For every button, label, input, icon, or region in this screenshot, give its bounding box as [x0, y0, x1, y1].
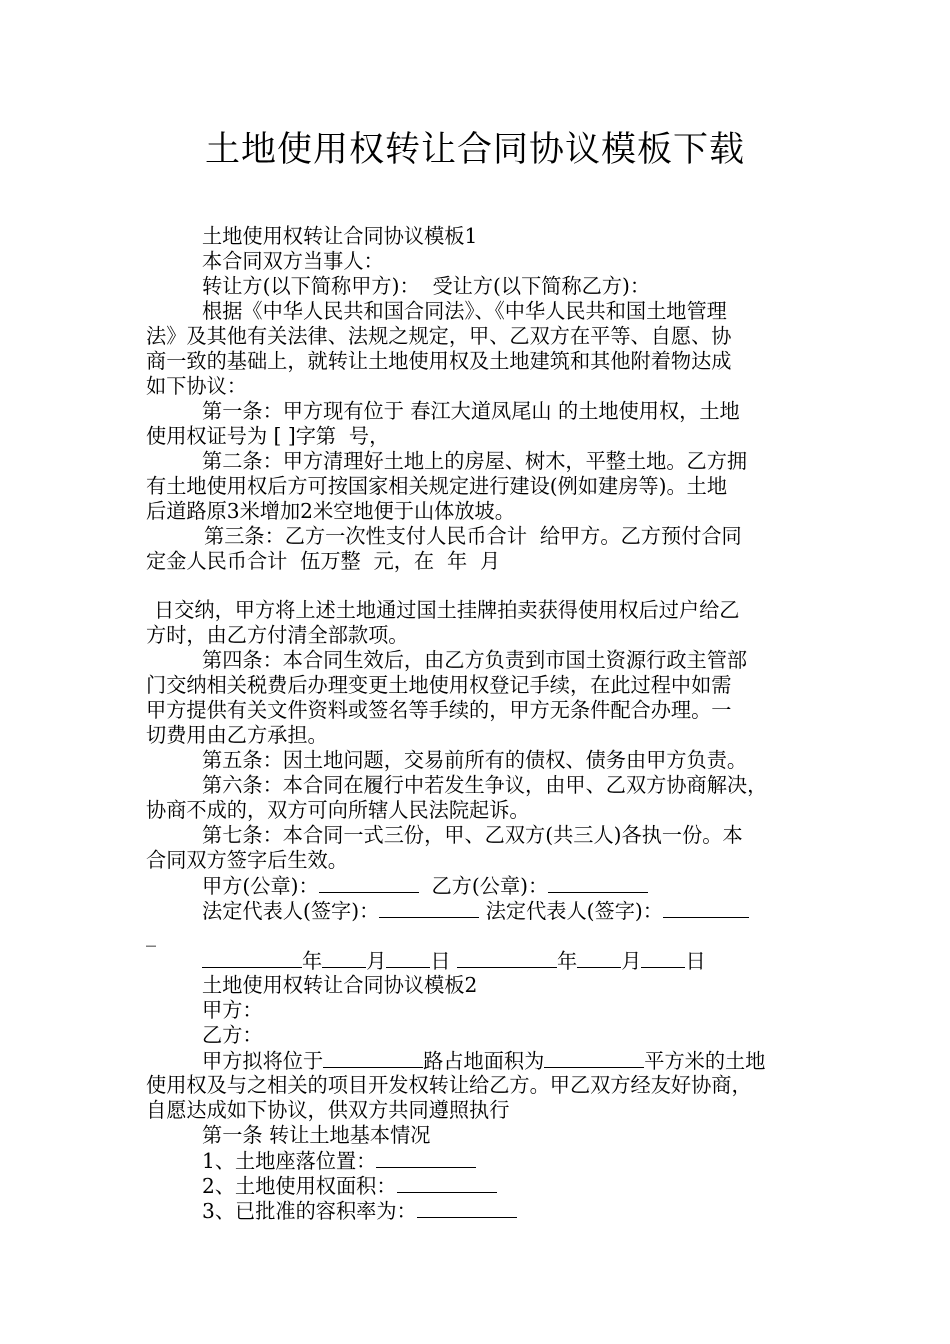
date-blank — [322, 948, 366, 968]
year-label: 年 — [557, 949, 578, 973]
item-blank — [417, 1198, 517, 1218]
date-blank — [577, 948, 621, 968]
text-line: 切费用由乙方承担。 — [146, 723, 328, 747]
text-fragment: 路占地面积为 — [423, 1049, 545, 1073]
text-line: 日交纳，甲方将上述土地通过国土挂牌拍卖获得使用权后过户给乙 — [154, 598, 740, 622]
text-line — [146, 1048, 810, 1073]
item-blank — [376, 1148, 476, 1168]
article-line: 第五条：因土地问题，交易前所有的债权、债务由甲方负责。 — [202, 748, 748, 772]
stray-dash: _ — [146, 923, 156, 947]
article-line: 第七条：本合同一式三份，甲、乙双方(共三人)各执一份。本 — [202, 823, 743, 847]
text-line: 使用权及与之相关的项目开发权转让给乙方。甲乙双方经友好协商， — [146, 1073, 752, 1097]
article-line: 第六条：本合同在履行中若发生争议，由甲、乙双方协商解决， — [202, 773, 768, 797]
date-blank — [202, 948, 302, 968]
section-heading: 土地使用权转让合同协议模板1 — [202, 224, 478, 248]
seal-line — [146, 873, 810, 898]
article-line: 第三条：乙方一次性支付人民币合计 给甲方。乙方预付合同 — [204, 524, 742, 548]
item-label: 1、土地座落位置： — [202, 1149, 377, 1173]
text-line: 本合同双方当事人： — [202, 249, 384, 273]
year-label: 年 — [302, 949, 323, 973]
section-heading: 土地使用权转让合同协议模板2 — [202, 973, 478, 997]
text-line: 定金人民币合计 伍万整 元，在 年 月 — [146, 549, 501, 573]
item-label: 2、土地使用权面积： — [202, 1174, 397, 1198]
month-label: 月 — [621, 949, 642, 973]
article-line: 第一条 转让土地基本情况 — [202, 1123, 431, 1147]
text-line: 转让方(以下简称甲方)： 受让方(以下简称乙方)： — [202, 274, 651, 298]
item-blank — [397, 1173, 497, 1193]
representative-line — [146, 898, 810, 923]
area-blank — [544, 1048, 644, 1068]
text-line: 自愿达成如下协议，供双方共同遵照执行 — [146, 1098, 510, 1122]
document-title: 土地使用权转让合同协议模板下载 — [204, 130, 745, 170]
text-line: 根据《中华人民共和国合同法》、《中华人民共和国土地管理 — [202, 299, 727, 323]
text-fragment: 平方米的土地 — [644, 1049, 766, 1073]
text-fragment: 甲方拟将位于 — [202, 1049, 324, 1073]
text-line: 方时，由乙方付清全部款项。 — [146, 623, 409, 647]
month-label: 月 — [366, 949, 387, 973]
article-line: 第一条：甲方现有位于 春江大道凤尾山 的土地使用权，土地 — [202, 399, 740, 423]
date-blank — [641, 948, 685, 968]
text-line: 合同双方签字后生效。 — [146, 848, 348, 872]
text-line: 甲方提供有关文件资料或签名等手续的，甲方无条件配合办理。一 — [146, 698, 732, 722]
list-item — [146, 1148, 810, 1173]
date-blank — [386, 948, 430, 968]
text-line: 如下协议： — [146, 374, 247, 398]
date-line — [146, 948, 810, 973]
list-item — [146, 1173, 810, 1198]
rep-b-blank — [663, 898, 749, 918]
rep-b-label: 法定代表人(签字)： — [485, 899, 663, 923]
party-b-seal-label: 乙方(公章)： — [431, 874, 549, 898]
article-line: 第二条：甲方清理好土地上的房屋、树木，平整土地。乙方拥 — [202, 449, 748, 473]
text-line: 协商不成的，双方可向所辖人民法院起诉。 — [146, 798, 530, 822]
text-line: 后道路原3米增加2米空地便于山体放坡。 — [146, 499, 515, 523]
text-line: 商一致的基础上，就转让土地使用权及土地建筑和其他附着物达成 — [146, 349, 732, 373]
text-line: 使用权证号为 [ ]字第 号， — [146, 424, 390, 448]
text-line: 有土地使用权后方可按国家相关规定进行建设(例如建房等)。土地 — [146, 474, 728, 498]
party-b-seal-blank — [548, 873, 648, 893]
day-label: 日 — [685, 949, 706, 973]
party-a-line: 甲方： — [202, 998, 263, 1022]
party-a-seal-label: 甲方(公章)： — [202, 874, 319, 898]
party-a-seal-blank — [319, 873, 419, 893]
list-item — [146, 1198, 810, 1223]
rep-a-blank — [379, 898, 479, 918]
rep-a-label: 法定代表人(签字)： — [202, 899, 380, 923]
text-line: 法》及其他有关法律、法规之规定，甲、乙双方在平等、自愿、协 — [146, 324, 732, 348]
day-label: 日 — [430, 949, 451, 973]
blank-line — [146, 574, 810, 598]
item-label: 3、已批准的容积率为： — [202, 1199, 417, 1223]
party-b-line: 乙方： — [202, 1023, 263, 1047]
document-body — [146, 224, 810, 1223]
text-line: 门交纳相关税费后办理变更土地使用权登记手续，在此过程中如需 — [146, 673, 732, 697]
date-blank — [457, 948, 557, 968]
location-blank — [323, 1048, 423, 1068]
article-line: 第四条：本合同生效后，由乙方负责到市国土资源行政主管部 — [202, 648, 748, 672]
